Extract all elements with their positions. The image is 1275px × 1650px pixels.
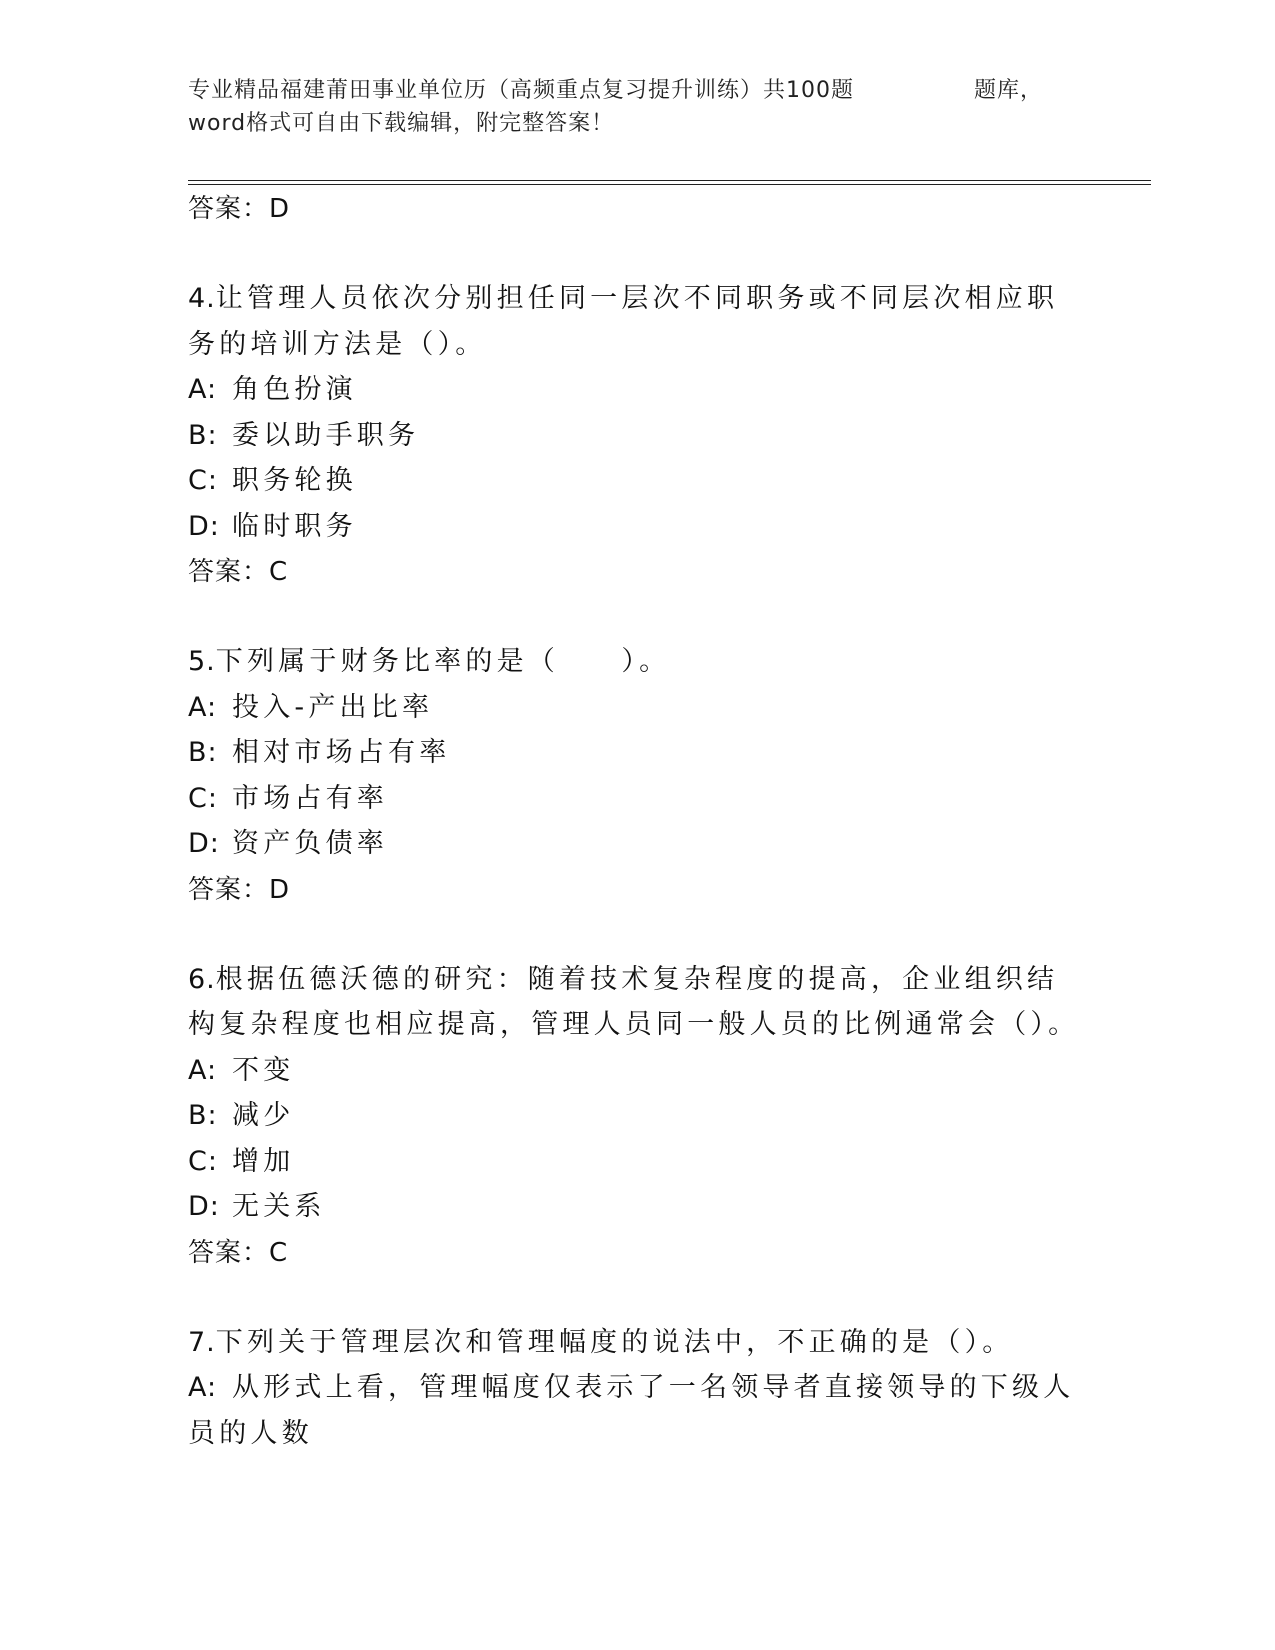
option-text: 委以助手职务 bbox=[232, 419, 420, 451]
option-letter: D: bbox=[188, 510, 220, 542]
option-item bbox=[188, 685, 1088, 731]
question-number: 6. bbox=[188, 963, 216, 995]
header-divider-secondary bbox=[188, 184, 1151, 185]
option-letter: C: bbox=[188, 1145, 218, 1177]
question-item bbox=[188, 639, 1088, 913]
question-item bbox=[188, 957, 1088, 1276]
option-letter: B: bbox=[188, 1100, 218, 1131]
question-stem bbox=[188, 639, 1088, 685]
header-title-suffix: 题库， bbox=[973, 78, 1043, 103]
option-letter: B: bbox=[188, 737, 218, 768]
option-text: 减少 bbox=[232, 1100, 295, 1131]
question-text: 下列属于财务比率的是（ ）。 bbox=[215, 646, 671, 677]
answer-line: 答案：D bbox=[188, 874, 291, 905]
question-stem bbox=[188, 1320, 1088, 1366]
option-text: 无关系 bbox=[232, 1191, 326, 1222]
option-item bbox=[188, 413, 1088, 459]
option-text: 职务轮换 bbox=[232, 465, 357, 496]
option-text: 投入-产出比率 bbox=[232, 691, 434, 723]
answer-line: 答案：C bbox=[188, 1237, 289, 1268]
question-item bbox=[188, 276, 1088, 595]
option-text: 不变 bbox=[232, 1054, 295, 1086]
option-text: 相对市场占有率 bbox=[232, 737, 451, 768]
option-text: 市场占有率 bbox=[232, 782, 388, 814]
header-title: 专业精品福建莆田事业单位历（高频重点复习提升训练）共100题 bbox=[188, 78, 854, 103]
answer-line: 答案：C bbox=[188, 557, 289, 587]
option-text: 增加 bbox=[232, 1145, 295, 1177]
option-letter: A: bbox=[188, 1372, 218, 1403]
option-text: 临时职务 bbox=[232, 510, 357, 542]
option-letter: D: bbox=[188, 1191, 220, 1222]
header-divider bbox=[188, 180, 1151, 181]
option-item bbox=[188, 504, 1088, 550]
option-item bbox=[188, 730, 1088, 776]
page-header bbox=[188, 74, 1088, 140]
option-letter: D: bbox=[188, 828, 220, 859]
question-text: 下列关于管理层次和管理幅度的说法中，不正确的是（）。 bbox=[215, 1326, 1014, 1358]
option-item bbox=[188, 1184, 1088, 1230]
question-item bbox=[188, 1320, 1088, 1457]
option-text: 角色扮演 bbox=[232, 374, 357, 405]
question-number: 7. bbox=[188, 1326, 216, 1358]
option-item bbox=[188, 821, 1088, 867]
option-letter: B: bbox=[188, 419, 218, 451]
option-item bbox=[188, 1139, 1088, 1185]
option-item bbox=[188, 1093, 1088, 1139]
option-text: 资产负债率 bbox=[232, 828, 388, 859]
option-letter: A: bbox=[188, 374, 218, 405]
option-item bbox=[188, 1365, 1088, 1456]
option-item bbox=[188, 458, 1088, 504]
question-stem bbox=[188, 957, 1088, 1048]
question-text: 让管理人员依次分别担任同一层次不同职务或不同层次相应职务的培训方法是（）。 bbox=[188, 283, 1059, 360]
option-item bbox=[188, 1048, 1088, 1094]
option-item bbox=[188, 776, 1088, 822]
option-letter: C: bbox=[188, 782, 218, 814]
option-letter: A: bbox=[188, 1054, 218, 1086]
option-letter: A: bbox=[188, 691, 218, 723]
question-number: 5. bbox=[188, 646, 216, 677]
question-list bbox=[188, 186, 1088, 1456]
option-text: 从形式上看，管理幅度仅表示了一名领导者直接领导的下级人员的人数 bbox=[188, 1372, 1075, 1449]
header-line-1 bbox=[188, 74, 1043, 107]
option-item bbox=[188, 367, 1088, 413]
question-number: 4. bbox=[188, 283, 216, 314]
question-text: 根据伍德沃德的研究：随着技术复杂程度的提高，企业组织结构复杂程度也相应提高，管理人员同一般人员的比例通常会（）。 bbox=[188, 963, 1080, 1040]
header-subtitle: word格式可自由下载编辑，附完整答案！ bbox=[188, 111, 615, 136]
answer-line: 答案：D bbox=[188, 194, 291, 224]
option-letter: C: bbox=[188, 465, 218, 496]
question-stem bbox=[188, 276, 1088, 367]
